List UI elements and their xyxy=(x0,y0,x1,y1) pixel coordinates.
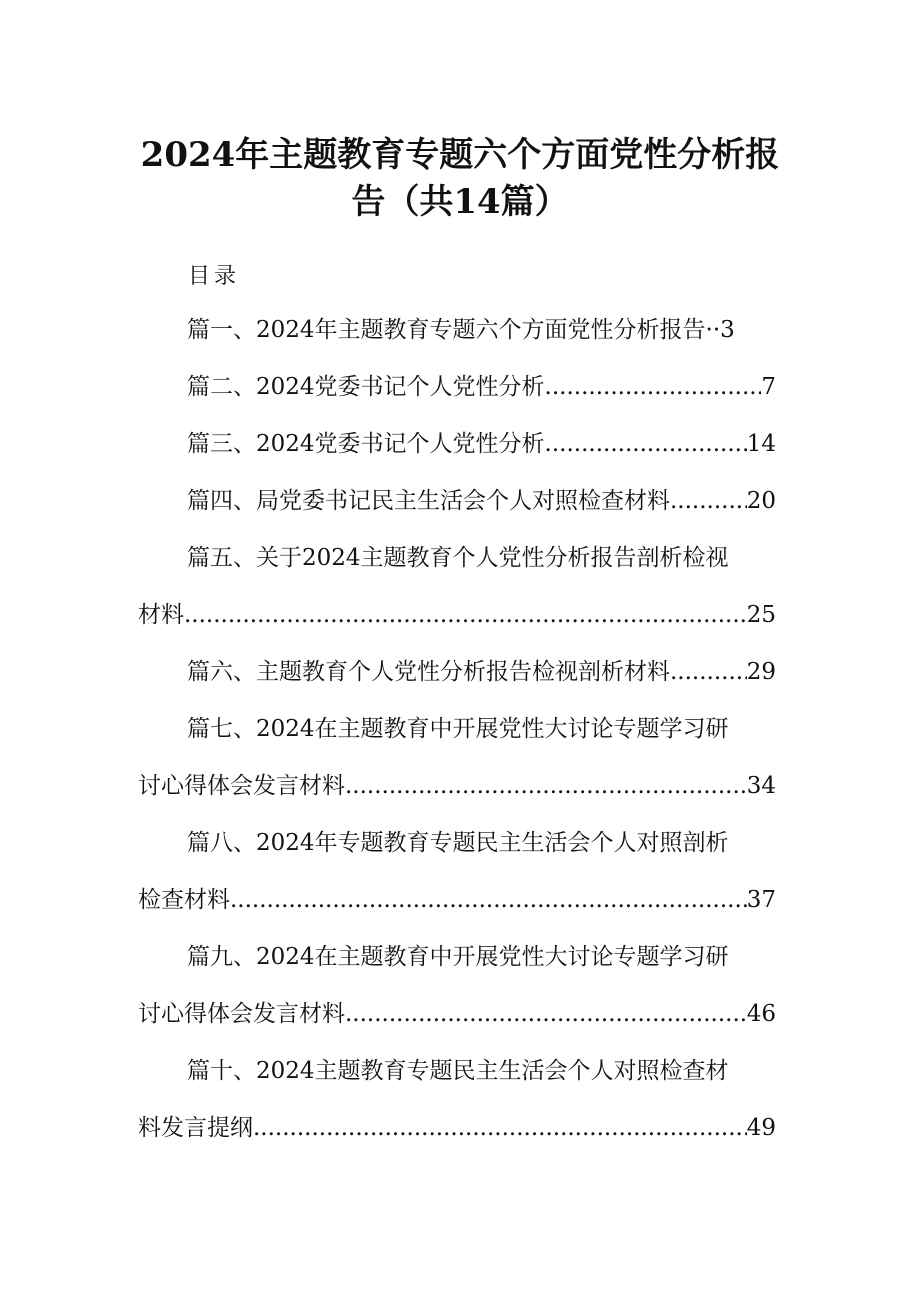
toc-entry-first-line[interactable] xyxy=(138,541,776,575)
toc-entry-continuation[interactable] xyxy=(138,883,776,917)
toc-entry[interactable] xyxy=(138,370,776,404)
toc-entry[interactable] xyxy=(138,484,776,518)
document-title-line-1: 2024年主题教育专题六个方面党性分析报 xyxy=(140,135,780,175)
toc-entry-continuation[interactable] xyxy=(138,1111,776,1145)
dot-leader xyxy=(345,997,747,1031)
toc-entry-continuation[interactable] xyxy=(138,769,776,803)
dot-leader xyxy=(545,370,762,404)
dot-leader xyxy=(253,1111,747,1145)
toc-entry-page: 3 xyxy=(720,317,735,343)
toc-entry-page: 7 xyxy=(761,374,776,400)
toc-entry-text: 篇七、2024在主题教育中开展党性大讨论专题学习研 xyxy=(187,716,729,742)
toc-entry-text: 篇四、局党委书记民主生活会个人对照检查材料 xyxy=(187,488,670,514)
toc-entry-text: 材料 xyxy=(138,602,184,628)
toc-entry-page: 25 xyxy=(746,602,776,628)
toc-entry-first-line[interactable] xyxy=(138,940,776,974)
toc-entry[interactable] xyxy=(138,427,776,461)
toc-entry-page: 20 xyxy=(746,488,776,514)
dot-leader xyxy=(670,484,747,518)
toc-entry-text: 篇三、2024党委书记个人党性分析 xyxy=(187,431,545,457)
toc-heading: 目录 xyxy=(188,264,241,289)
toc-entry-first-line[interactable] xyxy=(138,712,776,746)
dot-leader xyxy=(545,427,747,461)
toc-entry-text: 篇二、2024党委书记个人党性分析 xyxy=(187,374,545,400)
dot-leader xyxy=(670,655,747,689)
toc-entry-text: 料发言提纲 xyxy=(138,1115,253,1141)
toc-entry-continuation[interactable] xyxy=(138,997,776,1031)
toc-entry-page: 37 xyxy=(746,887,776,913)
toc-entry-page: 46 xyxy=(746,1001,776,1027)
toc-entry-text: 篇九、2024在主题教育中开展党性大讨论专题学习研 xyxy=(187,944,729,970)
document-title-line-2: 告（共14篇） xyxy=(351,182,569,222)
toc-entry-text: 篇八、2024年专题教育专题民主生活会个人对照剖析 xyxy=(187,830,729,856)
toc-entry-text: 讨心得体会发言材料 xyxy=(138,773,345,799)
toc-entry-first-line[interactable] xyxy=(138,1054,776,1088)
toc-entry-text: 篇十、2024主题教育专题民主生活会个人对照检查材 xyxy=(187,1058,729,1084)
toc-entry-page: 29 xyxy=(746,659,776,685)
dot-leader xyxy=(230,883,747,917)
toc-entry-text: 篇一、2024年主题教育专题六个方面党性分析报告·· xyxy=(187,317,721,343)
toc-entry-page: 14 xyxy=(746,431,776,457)
toc-entry-continuation[interactable] xyxy=(138,598,776,632)
toc-entry-first-line[interactable] xyxy=(138,826,776,860)
toc-entry[interactable] xyxy=(138,655,776,689)
dot-leader xyxy=(184,598,747,632)
toc-entry-page: 49 xyxy=(746,1115,776,1141)
toc-entry-text: 篇六、主题教育个人党性分析报告检视剖析材料 xyxy=(187,659,670,685)
toc-entry-text: 篇五、关于2024主题教育个人党性分析报告剖析检视 xyxy=(187,545,729,571)
toc-entry-text: 检查材料 xyxy=(138,887,230,913)
toc-entry-page: 34 xyxy=(746,773,776,799)
toc-entry[interactable] xyxy=(138,313,776,347)
toc-entry-text: 讨心得体会发言材料 xyxy=(138,1001,345,1027)
dot-leader xyxy=(345,769,747,803)
